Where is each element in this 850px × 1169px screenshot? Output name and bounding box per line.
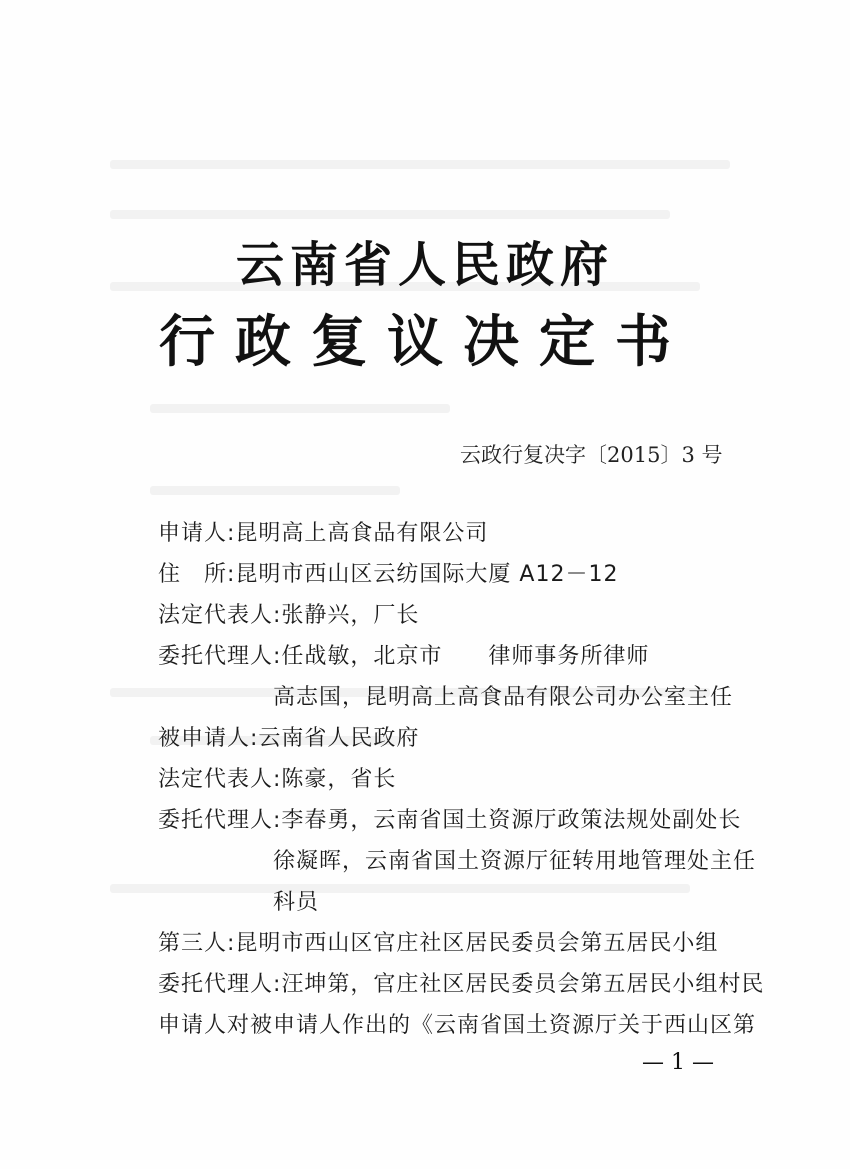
party-value: 昆明高上高食品有限公司 [235, 521, 489, 546]
party-line [158, 601, 419, 631]
party-line [158, 806, 741, 836]
party-value: 科员 [273, 890, 320, 915]
bleed-through-mark [150, 404, 450, 413]
document-number: 云政行复决字〔2015〕3 号 [460, 443, 723, 467]
party-value: 昆明市西山区官庄社区居民委员会第五居民小组 [235, 931, 719, 956]
party-value: 昆明市西山区云纺国际大厦 A12－12 [235, 562, 619, 587]
party-value: 徐凝晖，云南省国土资源厅征转用地管理处主任 [273, 849, 757, 874]
document-type-title: 行政复议决定书 [159, 309, 691, 375]
party-line [158, 642, 649, 672]
party-line [158, 970, 764, 1000]
party-value: 陈豪，省长 [281, 767, 397, 792]
party-value: 高志国，昆明高上高食品有限公司办公室主任 [273, 685, 734, 710]
party-line [158, 519, 488, 549]
party-line [158, 724, 419, 754]
bleed-through-mark [150, 486, 400, 495]
party-label: 住 所: [158, 562, 236, 587]
body-paragraph: 申请人对被申请人作出的《云南省国土资源厅关于西山区第 [158, 1013, 757, 1038]
issuing-authority-title: 云南省人民政府 [235, 237, 614, 293]
bleed-through-mark [110, 160, 730, 169]
party-label: 委托代理人: [158, 644, 282, 669]
party-label: 委托代理人: [158, 808, 282, 833]
party-label: 被申请人: [158, 726, 259, 751]
party-line [158, 765, 396, 795]
party-line [273, 847, 756, 877]
party-line [273, 888, 319, 918]
party-line [158, 929, 718, 959]
party-value: 李春勇，云南省国土资源厅政策法规处副处长 [281, 808, 742, 833]
party-value: 云南省人民政府 [258, 726, 420, 751]
party-label: 委托代理人: [158, 972, 282, 997]
party-label: 第三人: [158, 931, 236, 956]
party-label: 申请人: [158, 521, 236, 546]
party-label: 法定代表人: [158, 603, 282, 628]
bleed-through-mark [110, 210, 670, 219]
party-line [273, 683, 733, 713]
party-value: 汪坤第，官庄社区居民委员会第五居民小组村民 [281, 972, 765, 997]
bleed-through-mark [110, 884, 690, 893]
page-number: — 1 — [642, 1050, 714, 1075]
party-value: 张静兴，厂长 [281, 603, 420, 628]
party-line [158, 560, 618, 590]
party-label: 法定代表人: [158, 767, 282, 792]
party-value: 任战敏，北京市 律师事务所律师 [281, 644, 650, 669]
